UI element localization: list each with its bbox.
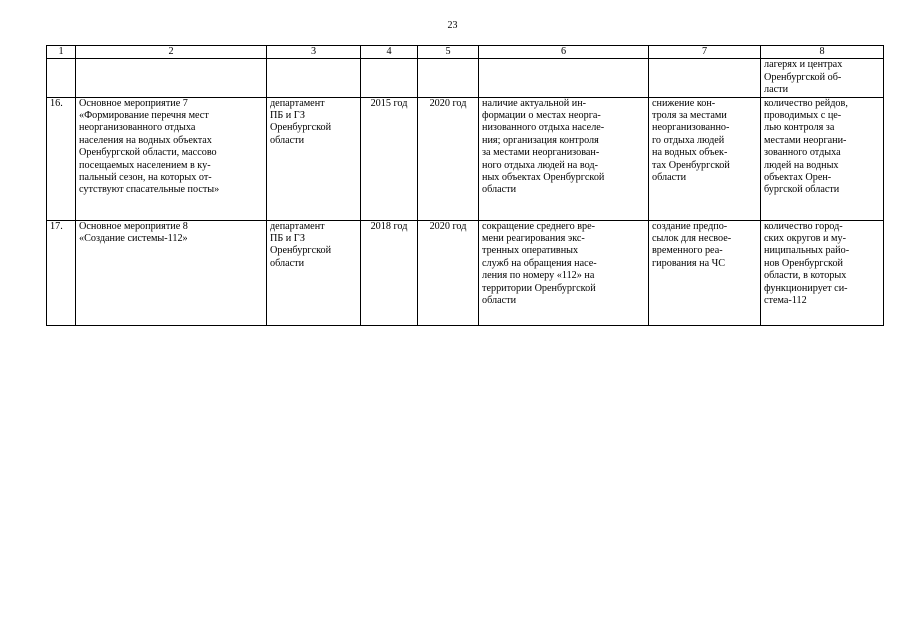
- start-year-cell: 2018 год: [361, 220, 418, 325]
- table-row: [47, 220, 884, 325]
- page-number: 23: [447, 20, 458, 31]
- table-header-row: [47, 46, 884, 59]
- end-year-cell: [418, 59, 479, 97]
- indicator-cell: лагерях и центрах Оренбургской об- ласти: [761, 59, 884, 97]
- event-cell: Основное мероприятие 8 «Создание системы-112»: [76, 220, 267, 325]
- indicator-cell: количество рейдов, проводимых с це- лью контроля за местами неоргани- зованного отдыха людей на водных объектах Орен- бургской области: [761, 97, 884, 220]
- result-cell: [479, 59, 649, 97]
- consequences-cell: создание предпо- сылок для несвое- временного реа- гирования на ЧС: [649, 220, 761, 325]
- column-header: 2: [76, 46, 267, 59]
- responsible-cell: [267, 59, 361, 97]
- start-year-cell: 2015 год: [361, 97, 418, 220]
- column-header: 6: [479, 46, 649, 59]
- consequences-cell: снижение кон- троля за местами неорганизованно- го отдыха людей на водных объек- тах Оренбургской области: [649, 97, 761, 220]
- responsible-cell: департамент ПБ и ГЗ Оренбургской области: [267, 97, 361, 220]
- row-number: [47, 59, 76, 97]
- program-measures-table: [46, 45, 884, 326]
- indicator-cell: количество город- ских округов и му- ниципальных райо- нов Оренбургской области, в которых функционирует си- стема-112: [761, 220, 884, 325]
- row-number: 17.: [47, 220, 76, 325]
- column-header: 8: [761, 46, 884, 59]
- consequences-cell: [649, 59, 761, 97]
- end-year-cell: 2020 год: [418, 220, 479, 325]
- responsible-cell: департамент ПБ и ГЗ Оренбургской области: [267, 220, 361, 325]
- column-header: 3: [267, 46, 361, 59]
- result-cell: наличие актуальной ин- формации о местах неорга- низованного отдыха населе- ния; организация контроля за местами неорганизован- ного отдыха людей на вод- ных объектах Оренбургской области: [479, 97, 649, 220]
- event-cell: Основное мероприятие 7 «Формирование перечня мест неорганизованного отдыха населения на водных объектах Оренбургской области, массово посещаемых населением в ку- пальный сезон, на которых от- сутствуют спасательные посты»: [76, 97, 267, 220]
- column-header: 5: [418, 46, 479, 59]
- table-row: [47, 97, 884, 220]
- event-cell: [76, 59, 267, 97]
- column-header: 4: [361, 46, 418, 59]
- result-cell: сокращение среднего вре- мени реагирования экс- тренных оперативных служб на обращения насе- ления по номеру «112» на территории Оренбургской области: [479, 220, 649, 325]
- column-header: 7: [649, 46, 761, 59]
- end-year-cell: 2020 год: [418, 97, 479, 220]
- table-row: [47, 59, 884, 97]
- row-number: 16.: [47, 97, 76, 220]
- column-header: 1: [47, 46, 76, 59]
- start-year-cell: [361, 59, 418, 97]
